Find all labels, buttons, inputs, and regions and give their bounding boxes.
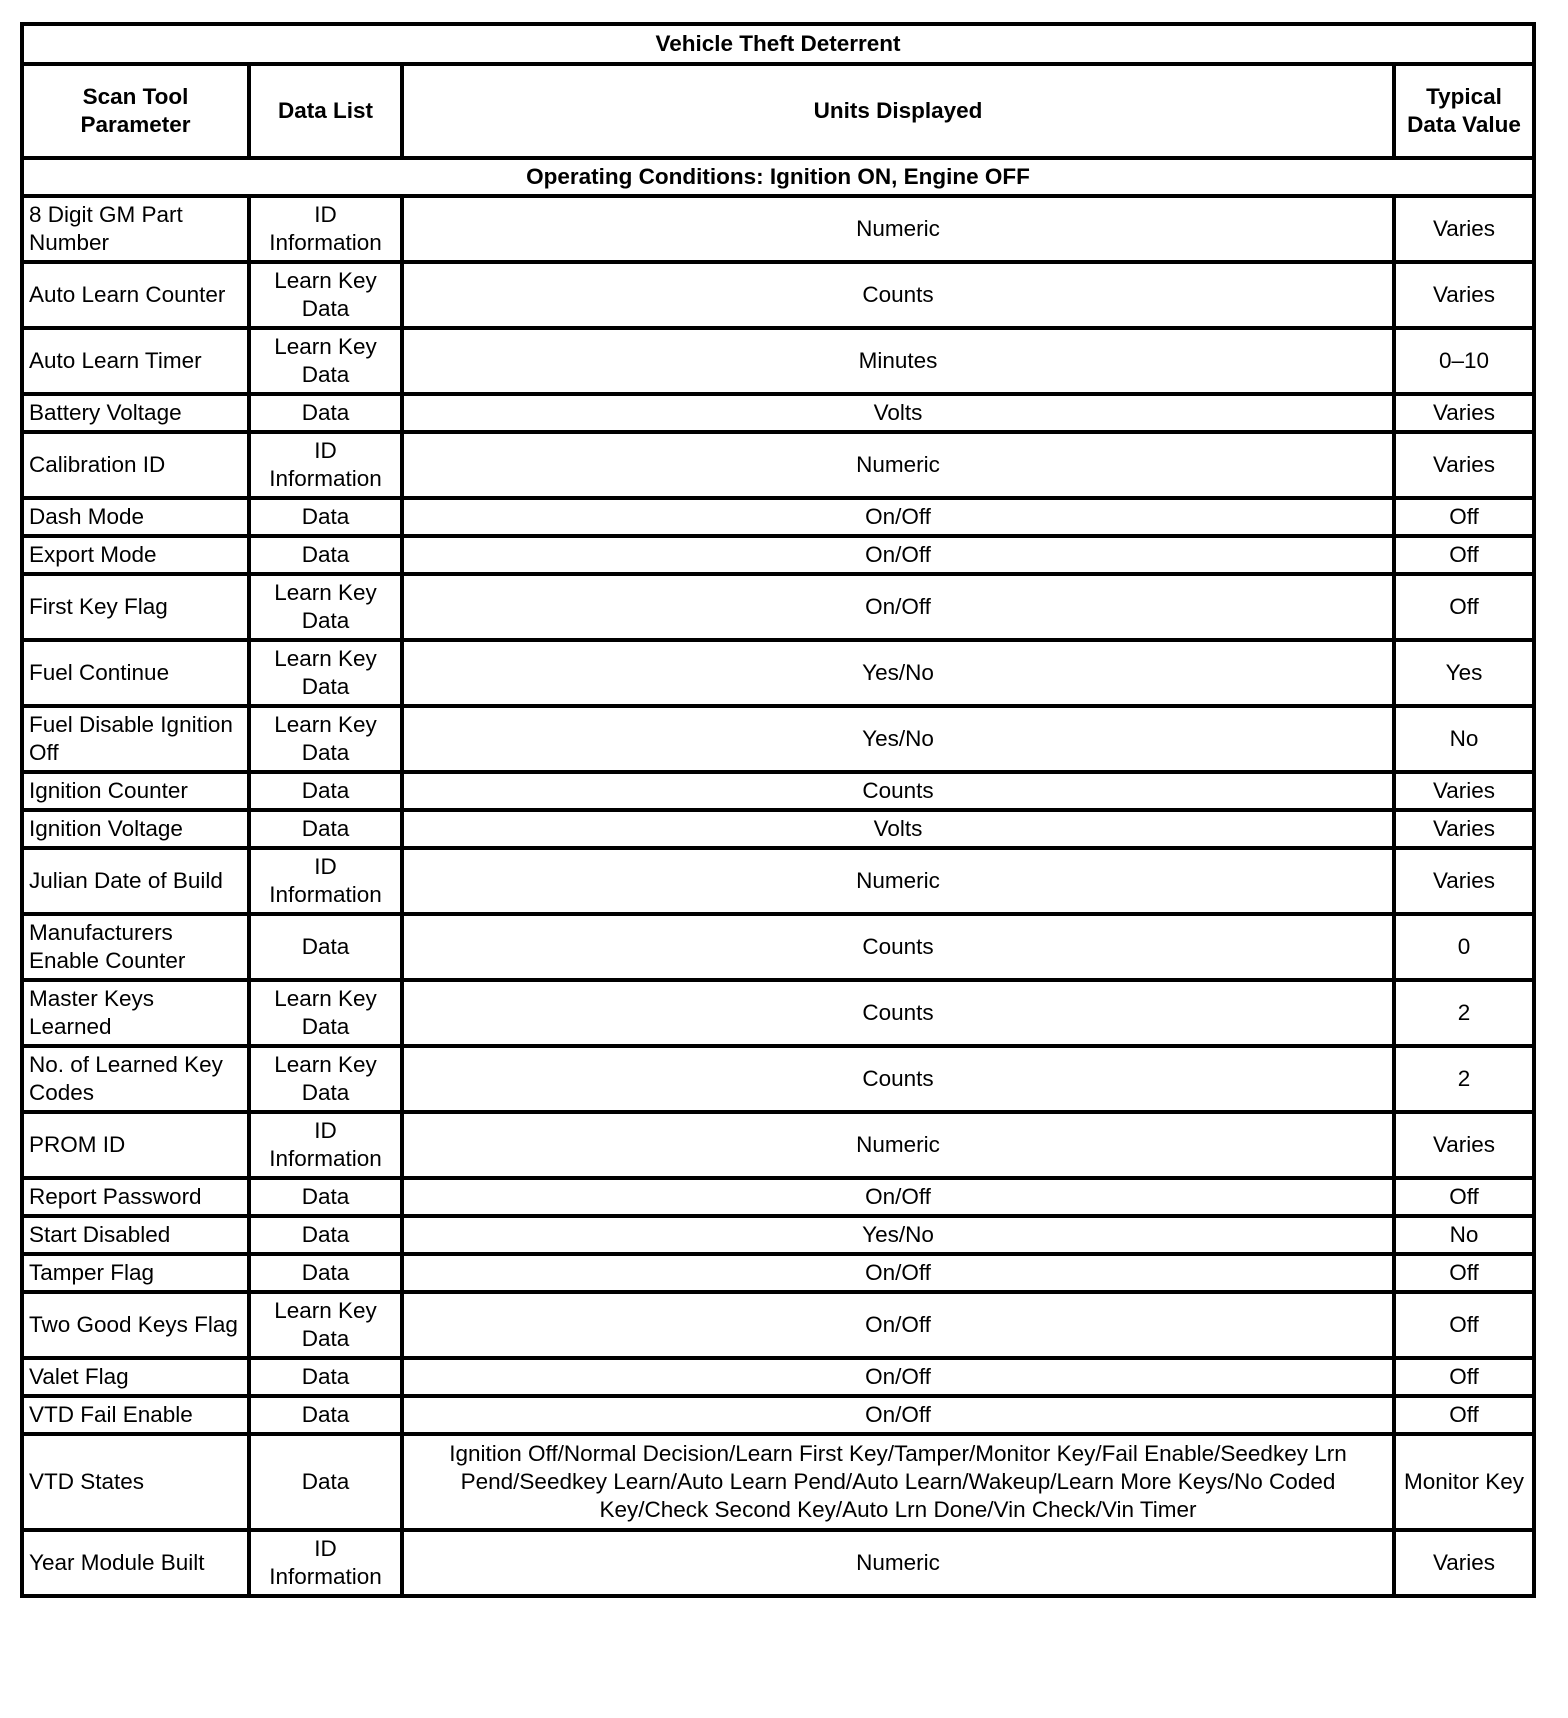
data-list-cell: Data [249, 1178, 402, 1216]
typical-value-cell: Off [1394, 1358, 1534, 1396]
data-list-cell: ID Information [249, 848, 402, 914]
parameter-cell: Master Keys Learned [22, 980, 249, 1046]
typical-value-cell: Off [1394, 536, 1534, 574]
data-list-cell: Data [249, 1396, 402, 1434]
typical-value-cell: Off [1394, 574, 1534, 640]
typical-value-cell: Yes [1394, 640, 1534, 706]
table-row [22, 1530, 1534, 1596]
table-row [22, 1178, 1534, 1216]
units-cell: Volts [402, 810, 1394, 848]
typical-value-cell: Varies [1394, 196, 1534, 262]
typical-value-cell: Off [1394, 1178, 1534, 1216]
header-units-displayed: Units Displayed [402, 64, 1394, 158]
typical-value-cell: No [1394, 1216, 1534, 1254]
parameter-cell: Dash Mode [22, 498, 249, 536]
units-cell: Numeric [402, 848, 1394, 914]
parameter-cell: VTD Fail Enable [22, 1396, 249, 1434]
units-cell: Numeric [402, 1112, 1394, 1178]
table-row [22, 640, 1534, 706]
typical-value-cell: Off [1394, 1292, 1534, 1358]
parameter-cell: Ignition Voltage [22, 810, 249, 848]
header-typical-data-value: Typical Data Value [1394, 64, 1534, 158]
parameter-cell: Export Mode [22, 536, 249, 574]
data-list-cell: ID Information [249, 1530, 402, 1596]
units-cell: Volts [402, 394, 1394, 432]
table-row [22, 1292, 1534, 1358]
typical-value-cell: Varies [1394, 848, 1534, 914]
table-row [22, 1434, 1534, 1530]
data-list-cell: Data [249, 1254, 402, 1292]
parameter-cell: 8 Digit GM Part Number [22, 196, 249, 262]
units-cell: On/Off [402, 1396, 1394, 1434]
data-list-cell: Learn Key Data [249, 980, 402, 1046]
table-title: Vehicle Theft Deterrent [22, 24, 1534, 64]
data-list-cell: Learn Key Data [249, 1046, 402, 1112]
parameter-cell: Battery Voltage [22, 394, 249, 432]
typical-value-cell: Varies [1394, 1112, 1534, 1178]
units-cell: Numeric [402, 196, 1394, 262]
typical-value-cell: Varies [1394, 262, 1534, 328]
parameter-cell: First Key Flag [22, 574, 249, 640]
table-row [22, 432, 1534, 498]
units-cell: Counts [402, 980, 1394, 1046]
data-list-cell: ID Information [249, 432, 402, 498]
header-scan-tool-parameter: Scan Tool Parameter [22, 64, 249, 158]
units-cell: On/Off [402, 536, 1394, 574]
units-cell: Numeric [402, 432, 1394, 498]
table-title-row [22, 24, 1534, 64]
table-row [22, 980, 1534, 1046]
units-cell: On/Off [402, 574, 1394, 640]
typical-value-cell: Off [1394, 1396, 1534, 1434]
data-list-cell: Data [249, 1216, 402, 1254]
parameter-cell: Fuel Continue [22, 640, 249, 706]
header-data-list: Data List [249, 64, 402, 158]
table-row [22, 810, 1534, 848]
data-list-cell: Learn Key Data [249, 706, 402, 772]
data-list-cell: Data [249, 810, 402, 848]
units-cell: On/Off [402, 1292, 1394, 1358]
data-list-cell: Data [249, 1434, 402, 1530]
typical-value-cell: Varies [1394, 394, 1534, 432]
data-list-cell: Data [249, 772, 402, 810]
table-row [22, 1046, 1534, 1112]
parameter-cell: Calibration ID [22, 432, 249, 498]
typical-value-cell: 2 [1394, 980, 1534, 1046]
parameter-cell: Two Good Keys Flag [22, 1292, 249, 1358]
parameter-cell: Start Disabled [22, 1216, 249, 1254]
units-cell: Numeric [402, 1530, 1394, 1596]
units-cell: On/Off [402, 1358, 1394, 1396]
parameter-cell: Manufacturers Enable Counter [22, 914, 249, 980]
table-row [22, 772, 1534, 810]
table-row [22, 574, 1534, 640]
parameter-cell: Auto Learn Timer [22, 328, 249, 394]
column-header-row [22, 64, 1534, 158]
typical-value-cell: Monitor Key [1394, 1434, 1534, 1530]
units-cell: Yes/No [402, 640, 1394, 706]
parameter-cell: VTD States [22, 1434, 249, 1530]
data-list-cell: Data [249, 394, 402, 432]
data-list-cell: Learn Key Data [249, 640, 402, 706]
table-row [22, 196, 1534, 262]
typical-value-cell: 2 [1394, 1046, 1534, 1112]
data-list-cell: Data [249, 498, 402, 536]
parameter-cell: Year Module Built [22, 1530, 249, 1596]
units-cell: On/Off [402, 1254, 1394, 1292]
table-row [22, 706, 1534, 772]
table-row [22, 394, 1534, 432]
table-row [22, 1216, 1534, 1254]
table-row [22, 1358, 1534, 1396]
units-cell: Counts [402, 1046, 1394, 1112]
vehicle-theft-deterrent-table [20, 22, 1536, 1598]
parameter-cell: Ignition Counter [22, 772, 249, 810]
typical-value-cell: Varies [1394, 432, 1534, 498]
typical-value-cell: Varies [1394, 1530, 1534, 1596]
table-row [22, 536, 1534, 574]
typical-value-cell: Off [1394, 498, 1534, 536]
typical-value-cell: Varies [1394, 810, 1534, 848]
units-cell: Yes/No [402, 706, 1394, 772]
typical-value-cell: 0 [1394, 914, 1534, 980]
parameter-cell: Valet Flag [22, 1358, 249, 1396]
parameter-cell: Tamper Flag [22, 1254, 249, 1292]
typical-value-cell: 0–10 [1394, 328, 1534, 394]
parameter-cell: PROM ID [22, 1112, 249, 1178]
data-list-cell: ID Information [249, 196, 402, 262]
table-row [22, 1396, 1534, 1434]
operating-conditions-row [22, 158, 1534, 196]
units-cell: Counts [402, 914, 1394, 980]
units-cell: On/Off [402, 1178, 1394, 1216]
parameter-cell: Julian Date of Build [22, 848, 249, 914]
data-list-cell: Learn Key Data [249, 328, 402, 394]
typical-value-cell: Off [1394, 1254, 1534, 1292]
data-list-cell: Learn Key Data [249, 1292, 402, 1358]
table-row [22, 1112, 1534, 1178]
table-row [22, 328, 1534, 394]
units-cell: On/Off [402, 498, 1394, 536]
data-list-cell: Data [249, 914, 402, 980]
units-cell: Ignition Off/Normal Decision/Learn First Key/Tamper/Monitor Key/Fail Enable/Seedkey Lrn Pend/Seedkey Learn/Auto Learn Pend/Auto Learn/Wakeup/Learn More Keys/No Coded Key/Check Second Key/Auto Lrn Done/Vin Check/Vin Timer [402, 1434, 1394, 1530]
parameter-cell: No. of Learned Key Codes [22, 1046, 249, 1112]
parameter-cell: Report Password [22, 1178, 249, 1216]
units-cell: Yes/No [402, 1216, 1394, 1254]
typical-value-cell: Varies [1394, 772, 1534, 810]
data-list-cell: Data [249, 1358, 402, 1396]
table-row [22, 1254, 1534, 1292]
units-cell: Counts [402, 772, 1394, 810]
table-row [22, 914, 1534, 980]
table-row [22, 848, 1534, 914]
parameter-cell: Auto Learn Counter [22, 262, 249, 328]
data-list-cell: Data [249, 536, 402, 574]
parameter-cell: Fuel Disable Ignition Off [22, 706, 249, 772]
operating-conditions: Operating Conditions: Ignition ON, Engine OFF [22, 158, 1534, 196]
table-row [22, 498, 1534, 536]
units-cell: Minutes [402, 328, 1394, 394]
units-cell: Counts [402, 262, 1394, 328]
table-row [22, 262, 1534, 328]
data-list-cell: Learn Key Data [249, 574, 402, 640]
typical-value-cell: No [1394, 706, 1534, 772]
data-list-cell: Learn Key Data [249, 262, 402, 328]
data-list-cell: ID Information [249, 1112, 402, 1178]
